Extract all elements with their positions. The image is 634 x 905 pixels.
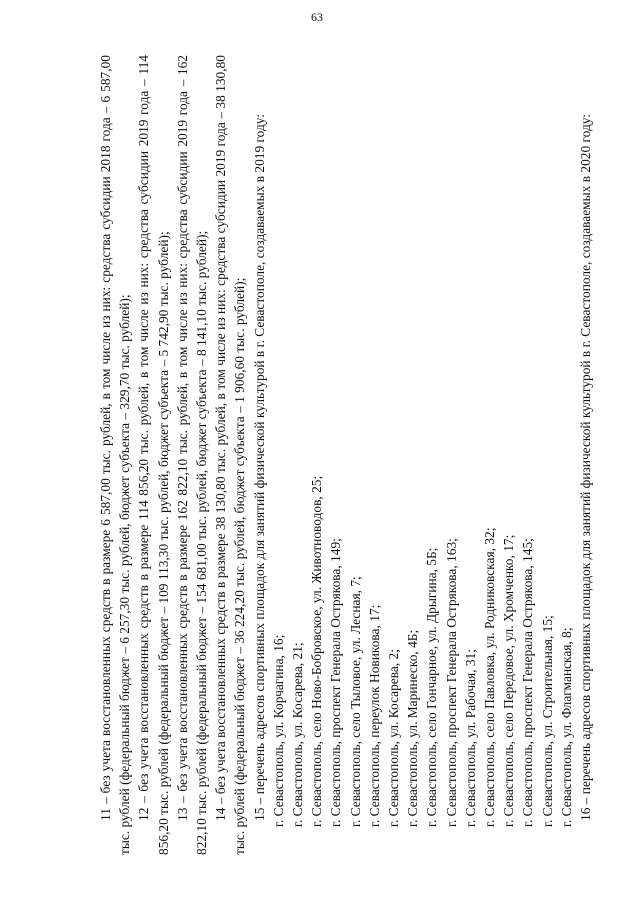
address-list-2019	[269, 55, 576, 855]
list-item: г. Севастополь, проспект Генерала Острякова, 163;	[443, 538, 459, 827]
list-item: г. Севастополь, село Тыловое, ул. Лесная, 7;	[347, 576, 363, 827]
paragraph-11: 11 – без учета восстановленных средств в размере 6 587,00 тыс. рублей, в том числе из них: средства субсидии 2018 года – 6 587,00 тыс. рублей (федеральный бюджет – 6 257,30 тыс. рублей, бюджет субъекта – 329,70 тыс. рублей);	[98, 55, 133, 855]
paragraph-12: 12 – без учета восстановленных средств в размере 114 856,20 тыс. рублей, в том числе из них: средства субсидии 2019 года – 114 856,20 тыс. рублей (федеральный бюджет – 109 113,30 тыс. рублей, бюджет субъекта – 5 742,90 тыс. рублей);	[136, 55, 171, 855]
list-item: г. Севастополь, ул. Корчагина, 16;	[270, 634, 286, 827]
list-item: г. Севастополь, переулок Новикова, 17;	[366, 604, 382, 827]
list-item: г. Севастополь, ул. Флагманская, 8;	[558, 627, 574, 827]
list-item: г. Севастополь, ул. Строительная, 15;	[539, 615, 555, 827]
list-item: г. Севастополь, село Гончарное, ул. Дрыгина, 5Б;	[424, 547, 440, 827]
paragraph-13: 13 – без учета восстановленных средств в размере 162 822,10 тыс. рублей, в том числе из них: средства субсидии 2019 года – 162 822,10 тыс. рублей (федеральный бюджет – 154 681,00 тыс. рублей, бюджет субъекта – 8 141,10 тыс. рублей);	[174, 55, 210, 855]
list-item: г. Севастополь, село Ново-Бобровское, ул. Животноводов, 25;	[309, 475, 325, 827]
list-item: г. Севастополь, проспект Генерала Острякова, 149;	[328, 538, 344, 827]
list-item: г. Севастополь, ул. Рабочая, 31;	[462, 649, 478, 827]
page-number: 63	[311, 10, 323, 24]
list-item: г. Севастополь, ул. Косарева, 21;	[290, 642, 306, 827]
list-item: г. Севастополь, село Павловка, ул. Родниковская, 32;	[482, 527, 498, 827]
rotated-page-content	[96, 55, 616, 855]
paragraph-14: 14 – без учета восстановленных средств в размере 38 130,80 тыс. рублей, в том числе из них: средства субсидии 2019 года – 38 130,80 тыс. рублей (федеральный бюджет – 36 224,20 тыс. рублей, бюджет субъекта – 1 906,60 тыс. рублей);	[213, 55, 248, 855]
list-item: г. Севастополь, ул. Косарева, 2;	[386, 649, 402, 827]
paragraph-15: 15 – перечень адресов спортивных площадок для занятий физической культурой в г. Севастополе, создаваемых в 2019 году:	[251, 113, 267, 821]
list-item: г. Севастополь, проспект Генерала Острякова, 145;	[520, 538, 536, 827]
paragraph-16: 16 – перечень адресов спортивных площадок для занятий физической культурой в г. Севастополе, создаваемых в 2020 году:	[578, 113, 594, 821]
list-item: г. Севастополь, ул. Маринеско, 4Б;	[405, 629, 421, 827]
list-item: г. Севастополь, село Передовое, ул. Хромченко, 17;	[501, 534, 517, 827]
